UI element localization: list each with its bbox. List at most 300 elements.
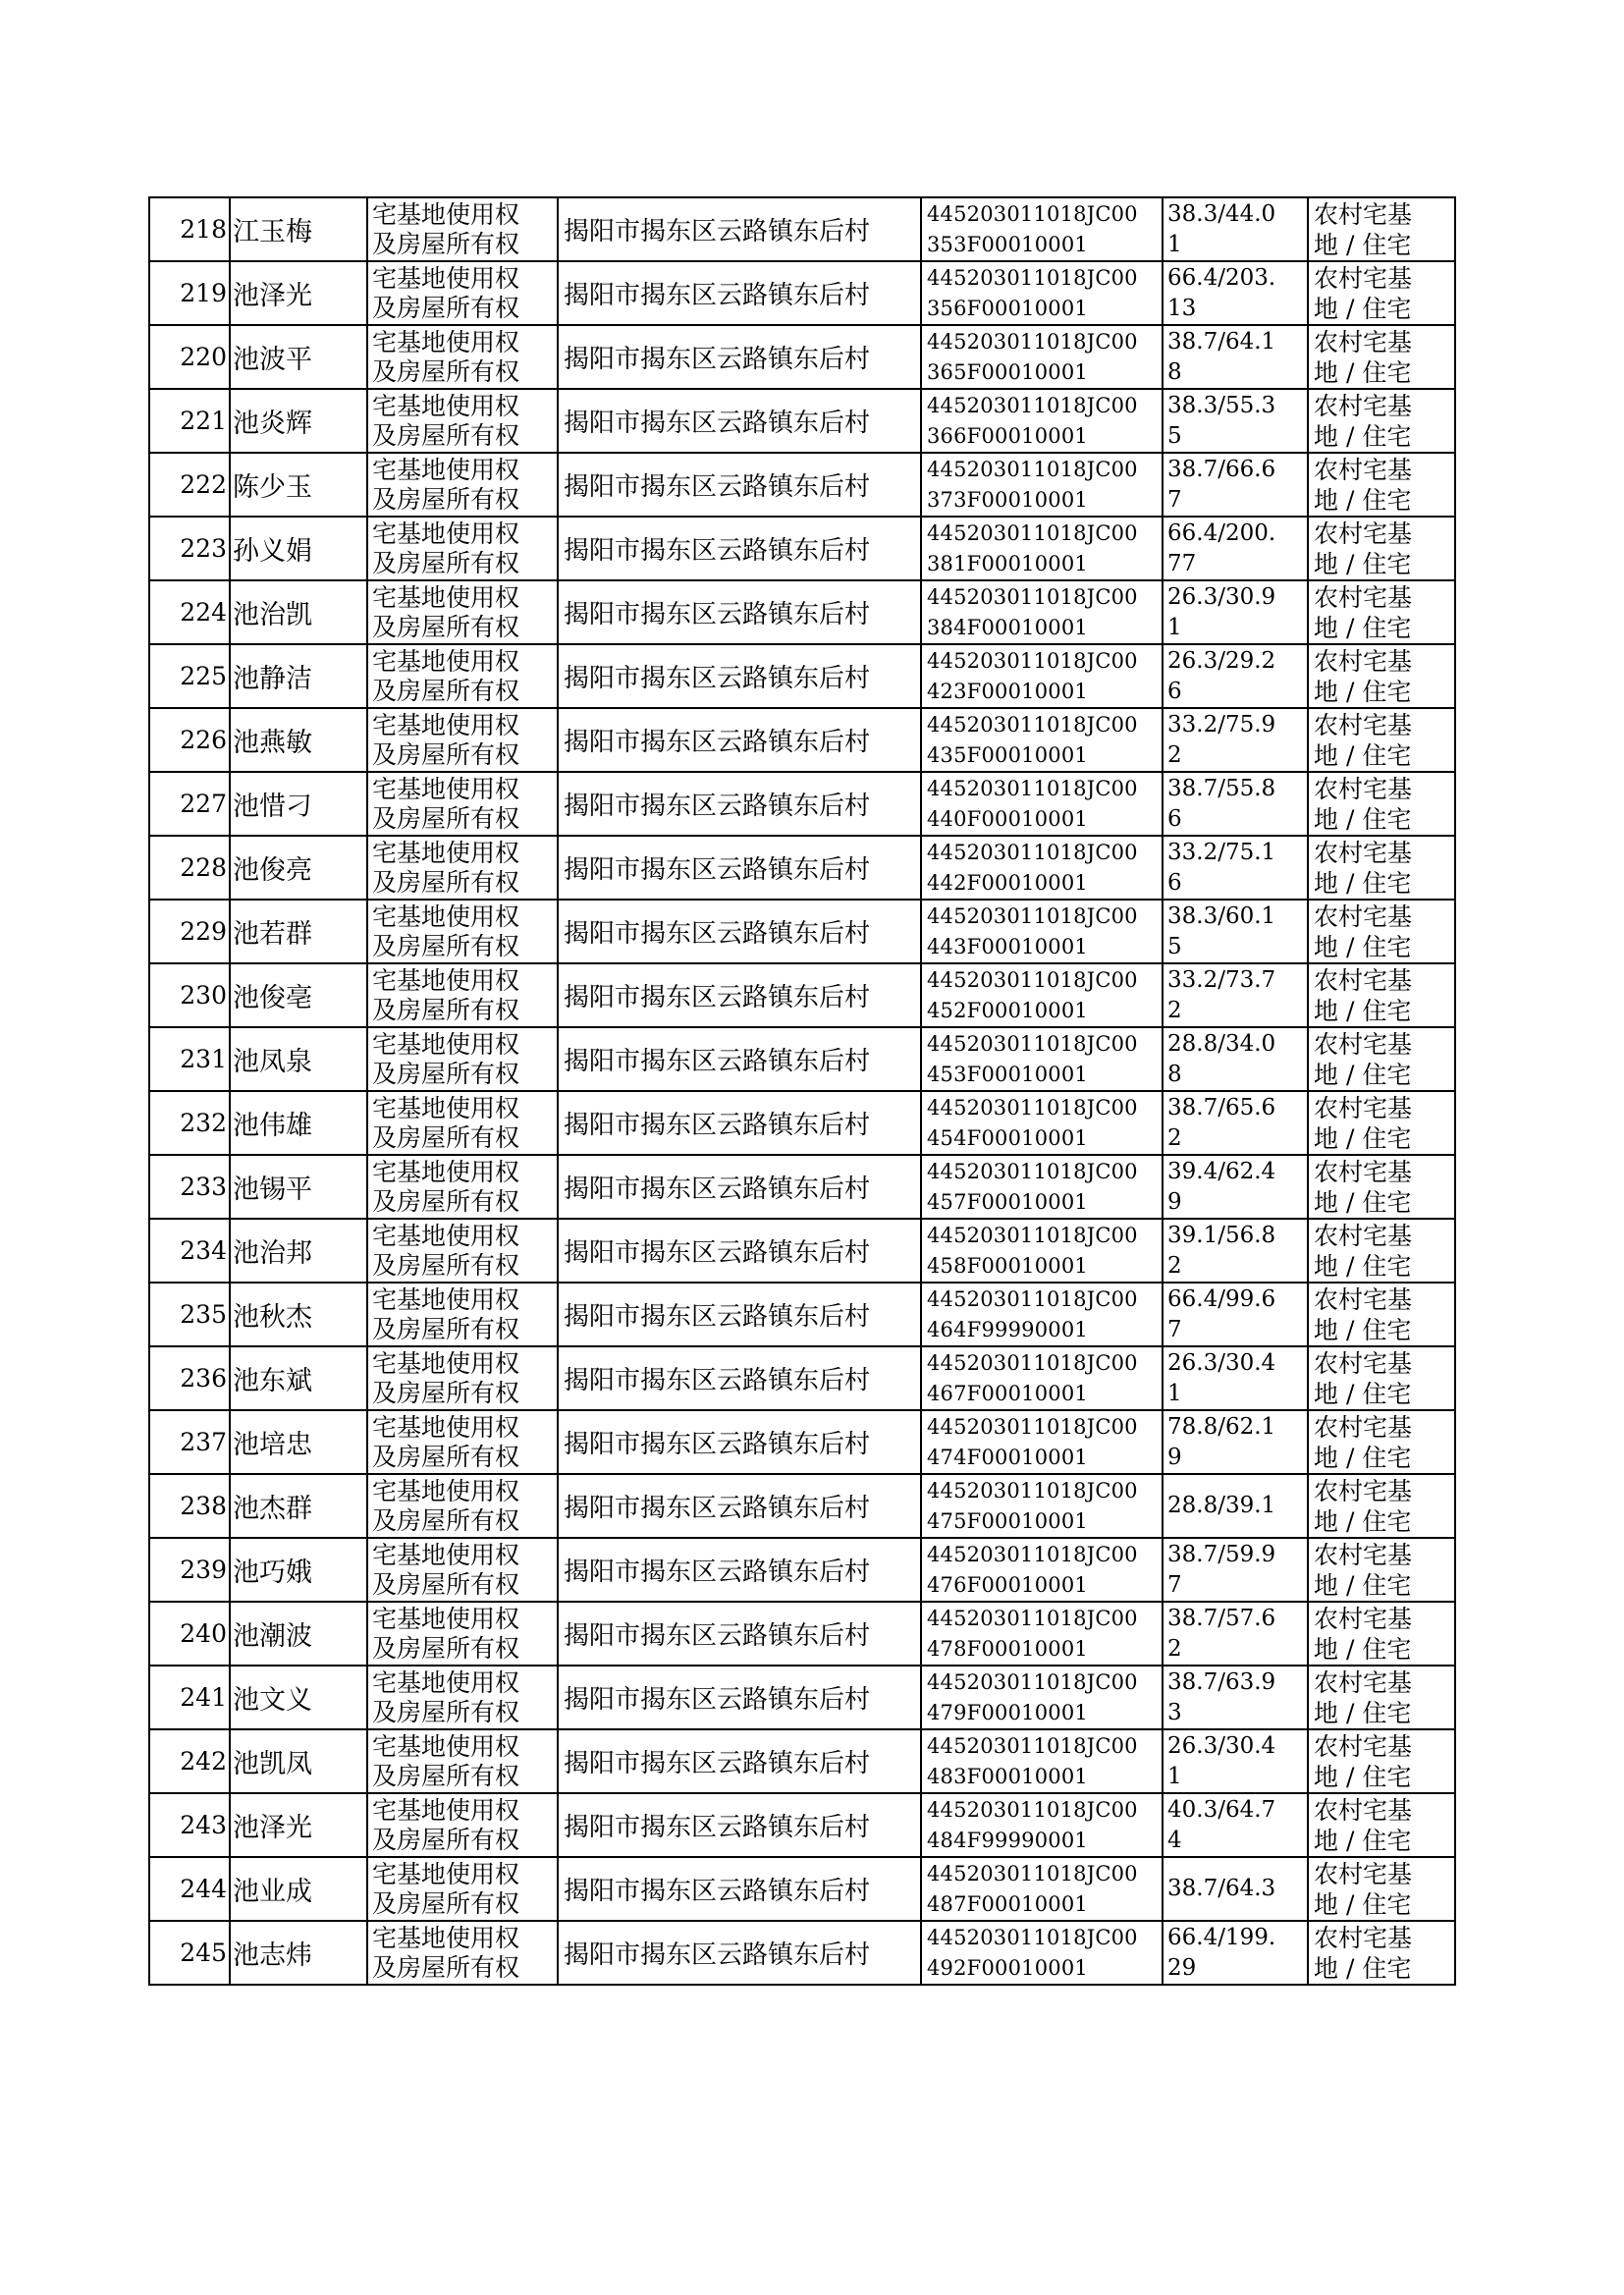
area-cell-line: 33.2/73.7 [1167, 966, 1276, 993]
location-cell: 揭阳市揭东区云路镇东后村 [558, 1666, 921, 1729]
owner-name-cell: 孙义娟 [230, 517, 367, 580]
right-type-cell-line: 及房屋所有权 [372, 1250, 520, 1280]
owner-name-cell: 池秋杰 [230, 1283, 367, 1346]
area-cell-line: 5 [1167, 422, 1182, 449]
owner-name-cell: 池泽光 [230, 1793, 367, 1857]
row-number-cell: 244 [149, 1857, 230, 1921]
owner-name-cell: 池业成 [230, 1857, 367, 1921]
land-use-cell-line: 农村宅基 [1314, 1284, 1413, 1314]
right-type-cell [367, 1857, 558, 1921]
right-type-cell-line: 宅基地使用权 [372, 1476, 520, 1505]
owner-name-cell: 池潮波 [230, 1602, 367, 1666]
area-cell-line: 29 [1167, 1954, 1197, 1981]
property-code-cell-line: 445203011018JC00 [927, 648, 1138, 673]
location-cell: 揭阳市揭东区云路镇东后村 [558, 261, 921, 325]
area-cell [1163, 197, 1308, 261]
row-number-cell: 229 [149, 900, 230, 963]
right-type-cell-line: 及房屋所有权 [372, 1059, 520, 1088]
right-type-cell-line: 及房屋所有权 [372, 1888, 520, 1918]
property-code-cell-line: 445203011018JC00 [927, 967, 1138, 992]
right-type-cell-line: 宅基地使用权 [372, 1093, 520, 1122]
area-cell-line: 26.3/30.4 [1167, 1349, 1276, 1376]
land-use-cell-line: 地 / 住宅 [1314, 549, 1412, 578]
area-cell [1163, 1921, 1308, 1985]
property-code-cell-line: 475F00010001 [927, 1508, 1088, 1533]
property-code-cell-line: 474F00010001 [927, 1445, 1088, 1469]
table-row [149, 261, 1455, 325]
land-use-cell-line: 地 / 住宅 [1314, 1379, 1412, 1408]
area-cell-line: 26.3/30.9 [1167, 583, 1276, 610]
owner-name-cell: 池杰群 [230, 1474, 367, 1538]
row-number-cell: 243 [149, 1793, 230, 1857]
area-cell [1163, 1729, 1308, 1793]
property-code-cell-line: 445203011018JC00 [927, 329, 1138, 354]
row-number-cell: 235 [149, 1283, 230, 1346]
property-code-cell-line: 445203011018JC00 [927, 1606, 1138, 1630]
area-cell [1163, 1283, 1308, 1346]
location-cell: 揭阳市揭东区云路镇东后村 [558, 1602, 921, 1666]
property-table [148, 196, 1456, 1986]
property-code-cell-line: 483F00010001 [927, 1764, 1088, 1788]
land-use-cell [1308, 1857, 1455, 1921]
land-use-cell-line: 地 / 住宅 [1314, 1762, 1412, 1791]
land-use-cell [1308, 900, 1455, 963]
property-code-cell-line: 445203011018JC00 [927, 1286, 1138, 1311]
right-type-cell-line: 及房屋所有权 [372, 1825, 520, 1854]
land-use-cell-line: 农村宅基 [1314, 199, 1413, 229]
property-code-cell-line: 366F00010001 [927, 423, 1088, 448]
area-cell-line: 1 [1167, 1763, 1182, 1789]
land-use-cell [1308, 1410, 1455, 1474]
area-cell-line: 33.2/75.9 [1167, 711, 1276, 738]
row-number-cell: 231 [149, 1027, 230, 1091]
area-cell [1163, 1091, 1308, 1155]
owner-name-cell: 池志炜 [230, 1921, 367, 1985]
right-type-cell-line: 宅基地使用权 [372, 1348, 520, 1378]
owner-name-cell: 池治邦 [230, 1219, 367, 1283]
land-use-cell-line: 农村宅基 [1314, 327, 1413, 356]
right-type-cell [367, 836, 558, 900]
right-type-cell [367, 1155, 558, 1219]
location-cell: 揭阳市揭东区云路镇东后村 [558, 1538, 921, 1602]
row-number-cell: 237 [149, 1410, 230, 1474]
area-cell [1163, 963, 1308, 1027]
right-type-cell-line: 及房屋所有权 [372, 1378, 520, 1407]
right-type-cell [367, 1474, 558, 1538]
right-type-cell-line: 宅基地使用权 [372, 519, 520, 548]
location-cell: 揭阳市揭东区云路镇东后村 [558, 772, 921, 836]
table-row [149, 1219, 1455, 1283]
area-cell [1163, 1027, 1308, 1091]
right-type-cell [367, 1027, 558, 1091]
property-code-cell [921, 1283, 1163, 1346]
land-use-cell-line: 农村宅基 [1314, 1221, 1413, 1250]
table-row [149, 900, 1455, 963]
area-cell [1163, 1474, 1308, 1538]
property-code-cell [921, 1155, 1163, 1219]
row-number-cell: 220 [149, 325, 230, 389]
property-code-cell [921, 580, 1163, 644]
location-cell: 揭阳市揭东区云路镇东后村 [558, 1921, 921, 1985]
owner-name-cell: 池凤泉 [230, 1027, 367, 1091]
land-use-cell [1308, 580, 1455, 644]
right-type-cell [367, 1410, 558, 1474]
table-row [149, 517, 1455, 580]
area-cell [1163, 1666, 1308, 1729]
property-code-cell-line: 445203011018JC00 [927, 1733, 1138, 1758]
owner-name-cell: 池泽光 [230, 261, 367, 325]
land-use-cell [1308, 963, 1455, 1027]
area-cell-line: 33.2/75.1 [1167, 839, 1276, 865]
owner-name-cell: 池炎辉 [230, 389, 367, 453]
area-cell [1163, 453, 1308, 517]
property-code-cell [921, 197, 1163, 261]
land-use-cell [1308, 644, 1455, 708]
land-use-cell-line: 农村宅基 [1314, 1604, 1413, 1633]
property-code-cell-line: 445203011018JC00 [927, 1542, 1138, 1566]
right-type-cell-line: 及房屋所有权 [372, 1442, 520, 1471]
land-use-cell [1308, 1219, 1455, 1283]
land-use-cell-line: 农村宅基 [1314, 263, 1413, 293]
land-use-cell [1308, 453, 1455, 517]
land-use-cell-line: 地 / 住宅 [1314, 1953, 1412, 1983]
property-code-cell-line: 453F00010001 [927, 1062, 1088, 1086]
right-type-cell [367, 1091, 558, 1155]
property-code-cell-line: 464F99990001 [927, 1317, 1088, 1341]
right-type-cell [367, 1921, 558, 1985]
property-code-cell-line: 365F00010001 [927, 359, 1088, 384]
land-use-cell [1308, 325, 1455, 389]
area-cell [1163, 1793, 1308, 1857]
right-type-cell-line: 宅基地使用权 [372, 1540, 520, 1569]
right-type-cell-line: 及房屋所有权 [372, 1505, 520, 1535]
right-type-cell-line: 宅基地使用权 [372, 263, 520, 293]
area-cell-line: 7 [1167, 1316, 1182, 1342]
owner-name-cell: 池凯凤 [230, 1729, 367, 1793]
land-use-cell-line: 农村宅基 [1314, 455, 1413, 484]
table-row [149, 1793, 1455, 1857]
location-cell: 揭阳市揭东区云路镇东后村 [558, 1857, 921, 1921]
area-cell-line: 38.7/64.3 [1167, 1876, 1276, 1901]
area-cell-line: 38.7/65.6 [1167, 1094, 1276, 1120]
land-use-cell-line: 农村宅基 [1314, 1859, 1413, 1888]
row-number-cell: 224 [149, 580, 230, 644]
land-use-cell-line: 农村宅基 [1314, 1731, 1413, 1761]
land-use-cell-line: 地 / 住宅 [1314, 1060, 1412, 1089]
owner-name-cell: 池燕敏 [230, 708, 367, 772]
area-cell-line: 38.7/64.1 [1167, 328, 1276, 355]
land-use-cell-line: 地 / 住宅 [1314, 804, 1412, 834]
land-use-cell-line: 地 / 住宅 [1314, 1506, 1412, 1536]
table-row [149, 580, 1455, 644]
property-code-cell-line: 445203011018JC00 [927, 1414, 1138, 1439]
land-use-cell [1308, 1155, 1455, 1219]
table-row [149, 1155, 1455, 1219]
land-use-cell-line: 农村宅基 [1314, 646, 1413, 676]
right-type-cell [367, 389, 558, 453]
property-code-cell [921, 325, 1163, 389]
table-row [149, 1410, 1455, 1474]
land-use-cell-line: 农村宅基 [1314, 519, 1413, 548]
area-cell-line: 78.8/62.1 [1167, 1413, 1276, 1440]
row-number-cell: 218 [149, 197, 230, 261]
property-code-cell-line: 423F00010001 [927, 679, 1088, 703]
land-use-cell-line: 农村宅基 [1314, 1412, 1413, 1442]
area-cell [1163, 1155, 1308, 1219]
area-cell-line: 1 [1167, 231, 1182, 257]
area-cell-line: 9 [1167, 1188, 1182, 1215]
right-type-cell-line: 宅基地使用权 [372, 902, 520, 931]
property-code-cell [921, 1474, 1163, 1538]
property-code-cell [921, 1538, 1163, 1602]
area-cell-line: 1 [1167, 1380, 1182, 1406]
row-number-cell: 223 [149, 517, 230, 580]
owner-name-cell: 池培忠 [230, 1410, 367, 1474]
right-type-cell-line: 宅基地使用权 [372, 327, 520, 356]
row-number-cell: 230 [149, 963, 230, 1027]
land-use-cell-line: 地 / 住宅 [1314, 1123, 1412, 1153]
land-use-cell-line: 地 / 住宅 [1314, 932, 1412, 961]
right-type-cell-line: 及房屋所有权 [372, 1633, 520, 1663]
property-code-cell-line: 445203011018JC00 [927, 584, 1138, 609]
area-cell [1163, 389, 1308, 453]
property-code-cell-line: 445203011018JC00 [927, 840, 1138, 864]
property-code-cell [921, 1793, 1163, 1857]
land-use-cell-line: 农村宅基 [1314, 902, 1413, 931]
property-code-cell [921, 1857, 1163, 1921]
row-number-cell: 239 [149, 1538, 230, 1602]
location-cell: 揭阳市揭东区云路镇东后村 [558, 1219, 921, 1283]
area-cell [1163, 1538, 1308, 1602]
land-use-cell-line: 农村宅基 [1314, 1093, 1413, 1122]
right-type-cell [367, 1666, 558, 1729]
property-code-cell-line: 373F00010001 [927, 487, 1088, 512]
right-type-cell-line: 宅基地使用权 [372, 455, 520, 484]
area-cell [1163, 517, 1308, 580]
right-type-cell [367, 325, 558, 389]
area-cell-line: 40.3/64.7 [1167, 1796, 1276, 1823]
right-type-cell-line: 宅基地使用权 [372, 1157, 520, 1186]
area-cell [1163, 1410, 1308, 1474]
location-cell: 揭阳市揭东区云路镇东后村 [558, 1474, 921, 1538]
property-code-cell-line: 353F00010001 [927, 232, 1088, 256]
area-cell-line: 26.3/30.4 [1167, 1732, 1276, 1759]
property-code-cell-line: 445203011018JC00 [927, 201, 1138, 226]
location-cell: 揭阳市揭东区云路镇东后村 [558, 1410, 921, 1474]
property-code-cell-line: 445203011018JC00 [927, 1031, 1138, 1056]
owner-name-cell: 陈少玉 [230, 453, 367, 517]
right-type-cell-line: 宅基地使用权 [372, 1795, 520, 1825]
right-type-cell-line: 及房屋所有权 [372, 803, 520, 833]
right-type-cell-line: 及房屋所有权 [372, 1186, 520, 1216]
land-use-cell-line: 地 / 住宅 [1314, 740, 1412, 770]
property-code-cell [921, 900, 1163, 963]
area-cell-line: 38.7/57.6 [1167, 1605, 1276, 1631]
table-row [149, 836, 1455, 900]
right-type-cell-line: 宅基地使用权 [372, 965, 520, 995]
property-code-cell [921, 1729, 1163, 1793]
property-code-cell-line: 445203011018JC00 [927, 393, 1138, 417]
area-cell [1163, 1219, 1308, 1283]
property-code-cell-line: 445203011018JC00 [927, 903, 1138, 928]
table-row [149, 1474, 1455, 1538]
property-code-cell [921, 1091, 1163, 1155]
area-cell-line: 5 [1167, 933, 1182, 959]
property-code-cell [921, 963, 1163, 1027]
area-cell-line: 38.7/55.8 [1167, 775, 1276, 801]
right-type-cell [367, 1793, 558, 1857]
right-type-cell-line: 及房屋所有权 [372, 293, 520, 322]
right-type-cell [367, 963, 558, 1027]
area-cell-line: 66.4/200. [1167, 519, 1276, 546]
land-use-cell [1308, 1729, 1455, 1793]
area-cell-line: 7 [1167, 1571, 1182, 1598]
property-code-cell [921, 517, 1163, 580]
table-row [149, 772, 1455, 836]
property-code-cell [921, 261, 1163, 325]
property-code-cell-line: 479F00010001 [927, 1700, 1088, 1724]
table-row [149, 1857, 1455, 1921]
property-code-cell [921, 708, 1163, 772]
land-use-cell-line: 地 / 住宅 [1314, 677, 1412, 706]
property-code-cell-line: 445203011018JC00 [927, 1925, 1138, 1949]
land-use-cell-line: 地 / 住宅 [1314, 1251, 1412, 1281]
area-cell [1163, 261, 1308, 325]
property-code-cell-line: 445203011018JC00 [927, 1159, 1138, 1183]
owner-name-cell: 池巧娥 [230, 1538, 367, 1602]
row-number-cell: 222 [149, 453, 230, 517]
area-cell-line: 38.3/44.0 [1167, 200, 1276, 227]
property-code-cell-line: 445203011018JC00 [927, 265, 1138, 290]
right-type-cell-line: 宅基地使用权 [372, 774, 520, 803]
property-code-cell-line: 445203011018JC00 [927, 1478, 1138, 1503]
property-code-cell [921, 1346, 1163, 1410]
property-code-cell-line: 443F00010001 [927, 934, 1088, 958]
area-cell-line: 2 [1167, 1635, 1182, 1662]
location-cell: 揭阳市揭东区云路镇东后村 [558, 836, 921, 900]
right-type-cell-line: 宅基地使用权 [372, 1029, 520, 1059]
right-type-cell-line: 及房屋所有权 [372, 548, 520, 577]
land-use-cell-line: 地 / 住宅 [1314, 1315, 1412, 1344]
property-code-cell-line: 445203011018JC00 [927, 457, 1138, 481]
area-cell-line: 38.3/55.3 [1167, 392, 1276, 418]
land-use-cell-line: 地 / 住宅 [1314, 1443, 1412, 1472]
row-number-cell: 234 [149, 1219, 230, 1283]
area-cell [1163, 1346, 1308, 1410]
right-type-cell [367, 261, 558, 325]
right-type-cell [367, 1219, 558, 1283]
location-cell: 揭阳市揭东区云路镇东后村 [558, 453, 921, 517]
right-type-cell-line: 及房屋所有权 [372, 1122, 520, 1152]
location-cell: 揭阳市揭东区云路镇东后村 [558, 1027, 921, 1091]
right-type-cell-line: 及房屋所有权 [372, 931, 520, 960]
land-use-cell [1308, 836, 1455, 900]
right-type-cell-line: 宅基地使用权 [372, 1284, 520, 1314]
location-cell: 揭阳市揭东区云路镇东后村 [558, 1793, 921, 1857]
table-row [149, 453, 1455, 517]
property-code-cell-line: 440F00010001 [927, 806, 1088, 831]
area-cell-line: 28.8/39.1 [1167, 1493, 1276, 1518]
property-code-cell-line: 381F00010001 [927, 551, 1088, 575]
right-type-cell-line: 及房屋所有权 [372, 229, 520, 258]
right-type-cell-line: 宅基地使用权 [372, 838, 520, 867]
row-number-cell: 240 [149, 1602, 230, 1666]
area-cell [1163, 772, 1308, 836]
area-cell-line: 9 [1167, 1444, 1182, 1470]
owner-name-cell: 池锡平 [230, 1155, 367, 1219]
area-cell-line: 2 [1167, 1124, 1182, 1151]
row-number-cell: 227 [149, 772, 230, 836]
land-use-cell [1308, 1666, 1455, 1729]
property-code-cell [921, 1219, 1163, 1283]
land-use-cell-line: 农村宅基 [1314, 582, 1413, 612]
land-use-cell-line: 农村宅基 [1314, 838, 1413, 867]
right-type-cell-line: 及房屋所有权 [372, 676, 520, 705]
area-cell-line: 2 [1167, 741, 1182, 768]
right-type-cell [367, 1538, 558, 1602]
right-type-cell [367, 580, 558, 644]
right-type-cell-line: 宅基地使用权 [372, 199, 520, 229]
land-use-cell-line: 农村宅基 [1314, 1157, 1413, 1186]
property-code-cell-line: 445203011018JC00 [927, 1350, 1138, 1375]
land-use-cell-line: 地 / 住宅 [1314, 1826, 1412, 1855]
land-use-cell [1308, 389, 1455, 453]
land-use-cell-line: 农村宅基 [1314, 774, 1413, 803]
land-use-cell-line: 地 / 住宅 [1314, 1570, 1412, 1600]
right-type-cell-line: 及房屋所有权 [372, 995, 520, 1024]
right-type-cell [367, 1346, 558, 1410]
property-code-cell-line: 445203011018JC00 [927, 712, 1138, 737]
table-row [149, 1921, 1455, 1985]
area-cell-line: 38.7/59.9 [1167, 1541, 1276, 1567]
table-row [149, 1346, 1455, 1410]
land-use-cell [1308, 708, 1455, 772]
row-number-cell: 238 [149, 1474, 230, 1538]
property-code-cell [921, 1410, 1163, 1474]
property-code-cell-line: 467F00010001 [927, 1381, 1088, 1405]
property-code-cell-line: 442F00010001 [927, 870, 1088, 895]
area-cell-line: 38.3/60.1 [1167, 902, 1276, 929]
row-number-cell: 221 [149, 389, 230, 453]
land-use-cell [1308, 261, 1455, 325]
owner-name-cell: 池东斌 [230, 1346, 367, 1410]
property-code-cell-line: 435F00010001 [927, 742, 1088, 767]
land-use-cell-line: 地 / 住宅 [1314, 485, 1412, 515]
owner-name-cell: 池若群 [230, 900, 367, 963]
table-row [149, 1729, 1455, 1793]
location-cell: 揭阳市揭东区云路镇东后村 [558, 580, 921, 644]
land-use-cell [1308, 1793, 1455, 1857]
land-use-cell-line: 农村宅基 [1314, 1923, 1413, 1952]
area-cell-line: 1 [1167, 614, 1182, 640]
row-number-cell: 232 [149, 1091, 230, 1155]
location-cell: 揭阳市揭东区云路镇东后村 [558, 389, 921, 453]
owner-name-cell: 池伟雄 [230, 1091, 367, 1155]
land-use-cell [1308, 1027, 1455, 1091]
right-type-cell [367, 1283, 558, 1346]
property-code-cell-line: 445203011018JC00 [927, 1223, 1138, 1247]
area-cell [1163, 580, 1308, 644]
area-cell [1163, 644, 1308, 708]
right-type-cell-line: 宅基地使用权 [372, 1412, 520, 1442]
property-code-cell-line: 445203011018JC00 [927, 1861, 1138, 1885]
location-cell: 揭阳市揭东区云路镇东后村 [558, 963, 921, 1027]
right-type-cell-line: 及房屋所有权 [372, 1697, 520, 1726]
location-cell: 揭阳市揭东区云路镇东后村 [558, 1283, 921, 1346]
land-use-cell-line: 农村宅基 [1314, 710, 1413, 739]
property-code-cell-line: 492F00010001 [927, 1955, 1088, 1980]
area-cell-line: 26.3/29.2 [1167, 647, 1276, 674]
